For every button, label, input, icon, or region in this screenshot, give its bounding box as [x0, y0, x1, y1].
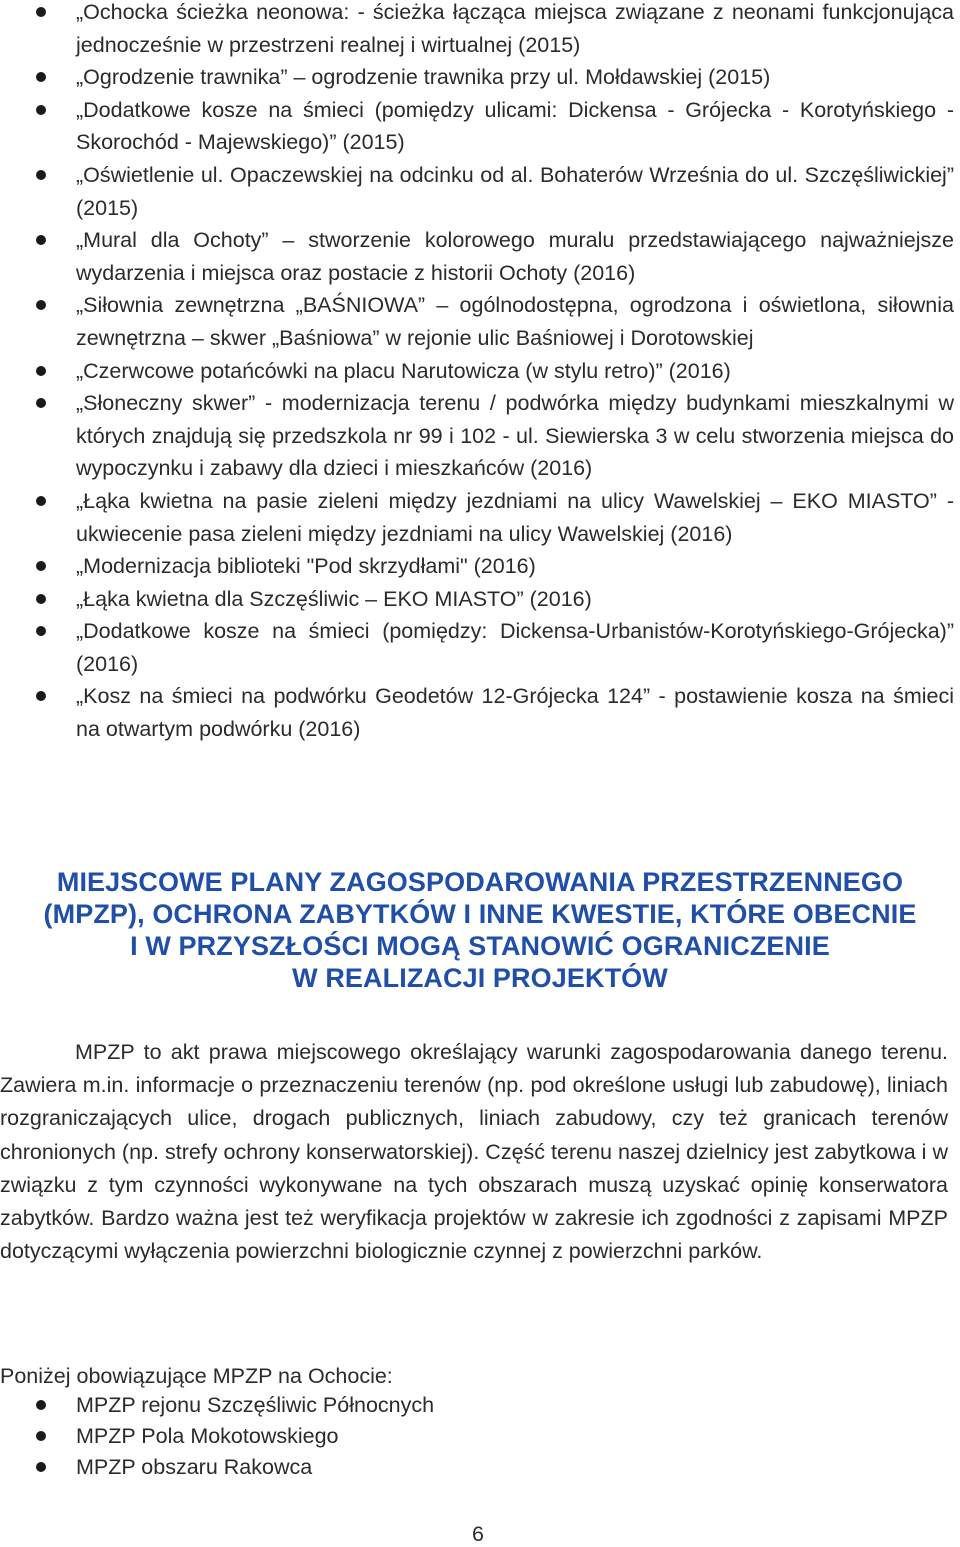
- list-item: [0, 550, 960, 583]
- list-item: [0, 485, 960, 550]
- list-item-text: „Łąka kwietna na pasie zieleni między jezdniami na ulicy Wawelskiej – EKO MIASTO” - ukwiecenie pasa zieleni między jezdniami na ulicy Wawelskiej (2016): [76, 488, 954, 546]
- bullet-icon: [36, 72, 46, 82]
- heading-line: MIEJSCOWE PLANY ZAGOSPODAROWANIA PRZESTRZENNEGO: [56, 867, 904, 897]
- bullet-icon: [36, 105, 46, 115]
- list-item: [0, 387, 960, 485]
- bullet-icon: [36, 626, 46, 636]
- page-number: 6: [472, 1522, 484, 1546]
- list-item-text: „Ogrodzenie trawnika” – ogrodzenie trawnika przy ul. Mołdawskiej (2015): [76, 65, 771, 90]
- bullet-icon: [36, 691, 46, 701]
- heading-line: I W PRZYSZŁOŚCI MOGĄ STANOWIĆ OGRANICZENIE: [130, 931, 830, 961]
- list-item-text: „Czerwcowe potańcówki na placu Narutowicza (w stylu retro)” (2016): [76, 358, 731, 383]
- list-item-text: MPZP Pola Mokotowskiego: [76, 1424, 339, 1448]
- list-item: [0, 289, 960, 354]
- list-item: [0, 355, 960, 388]
- list-item: [0, 61, 960, 94]
- bullet-icon: [36, 398, 46, 408]
- mpzp-description-paragraph: MPZP to akt prawa miejscowego określający warunki zagospodarowania danego terenu. Zawiera m.in. informacje o przeznaczeniu terenów (np. pod określone usługi lub zabudowę), liniach rozgraniczających ulice, drogach publicznych, liniach zabudowy, czy też granicach terenów chronionych (np. strefy ochrony konserwatorskiej). Część terenu naszej dzielnicy jest zabytkowa i w związku z tym czynności wykonywane na tych obszarach muszą uzyskać opinię konserwatora zabytków. Bardzo ważna jest też weryfikacja projektów w zakresie ich zgodności z zapisami MPZP dotyczącymi wyłączenia powierzchni biologicznie czynnej z powierzchni parków.: [0, 1040, 948, 1264]
- bullet-icon: [36, 235, 46, 245]
- bullet-icon: [36, 1400, 46, 1410]
- heading-line: W REALIZACJI PROJEKTÓW: [292, 963, 668, 993]
- section-heading: [0, 866, 960, 994]
- list-item: [0, 0, 960, 61]
- list-item-text: „Ochocka ścieżka neonowa: - ścieżka łącząca miejsca związane z neonami funkcjonująca jednocześnie w przestrzeni realnej i wirtualnej (2015): [76, 0, 954, 57]
- projects-list: [0, 0, 960, 746]
- list-item-text: „Kosz na śmieci na podwórku Geodetów 12-Grójecka 124” - postawienie kosza na śmieci na otwartym podwórku (2016): [76, 684, 954, 742]
- bullet-icon: [36, 170, 46, 180]
- list-item-text: „Oświetlenie ul. Opaczewskiej na odcinku od al. Bohaterów Września do ul. Szczęśliwickiej” (2015): [76, 162, 954, 220]
- bullet-icon: [36, 1431, 46, 1441]
- mpzp-intro: Poniżej obowiązujące MPZP na Ochocie:: [0, 1364, 393, 1388]
- list-item: [0, 159, 960, 224]
- bullet-icon: [36, 7, 46, 17]
- list-item: [0, 1390, 960, 1421]
- bullet-icon: [36, 594, 46, 604]
- list-item: [0, 1452, 960, 1483]
- list-item-text: „Słoneczny skwer” - modernizacja terenu / podwórka między budynkami mieszkalnymi w których znajdują się przedszkola nr 99 i 102 - ul. Siewierska 3 w celu stworzenia miejsca do wypoczynku i zabawy dla dzieci i mieszkańców (2016): [76, 391, 954, 481]
- mpzp-list: [0, 1390, 960, 1483]
- list-item-text: „Dodatkowe kosze na śmieci (pomiędzy: Dickensa-Urbanistów-Korotyńskiego-Grójecka)” (2016): [76, 619, 954, 676]
- list-item-text: „Łąka kwietna dla Szczęśliwic – EKO MIASTO” (2016): [76, 586, 592, 611]
- list-item: [0, 224, 960, 289]
- bullet-icon: [36, 366, 46, 376]
- list-item: [0, 615, 960, 680]
- list-item-text: „Siłownia zewnętrzna „BAŚNIOWA” – ogólnodostępna, ogrodzona i oświetlona, siłownia zewnętrzna – skwer „Baśniowa” w rejonie ulic Baśniowej i Dorotowskiej: [76, 293, 954, 350]
- list-item-text: „Dodatkowe kosze na śmieci (pomiędzy ulicami: Dickensa - Grójecka - Korotyńskiego - Skorochód - Majewskiego)” (2015): [76, 97, 954, 155]
- bullet-icon: [36, 300, 46, 310]
- list-item: [0, 583, 960, 616]
- list-item: [0, 94, 960, 159]
- list-item: [0, 1421, 960, 1452]
- list-item-text: MPZP obszaru Rakowca: [76, 1455, 313, 1479]
- list-item: [0, 680, 960, 745]
- bullet-icon: [36, 561, 46, 571]
- list-item-text: „Modernizacja biblioteki "Pod skrzydłami" (2016): [76, 554, 536, 579]
- list-item-text: „Mural dla Ochoty” – stworzenie kolorowego muralu przedstawiającego najważniejsze wydarzenia i miejsca oraz postacie z historii Ochoty (2016): [76, 228, 954, 285]
- list-item-text: MPZP rejonu Szczęśliwic Północnych: [76, 1393, 435, 1417]
- bullet-icon: [36, 496, 46, 506]
- bullet-icon: [36, 1462, 46, 1472]
- heading-line: (MPZP), OCHRONA ZABYTKÓW I INNE KWESTIE, KTÓRE OBECNIE: [43, 899, 917, 929]
